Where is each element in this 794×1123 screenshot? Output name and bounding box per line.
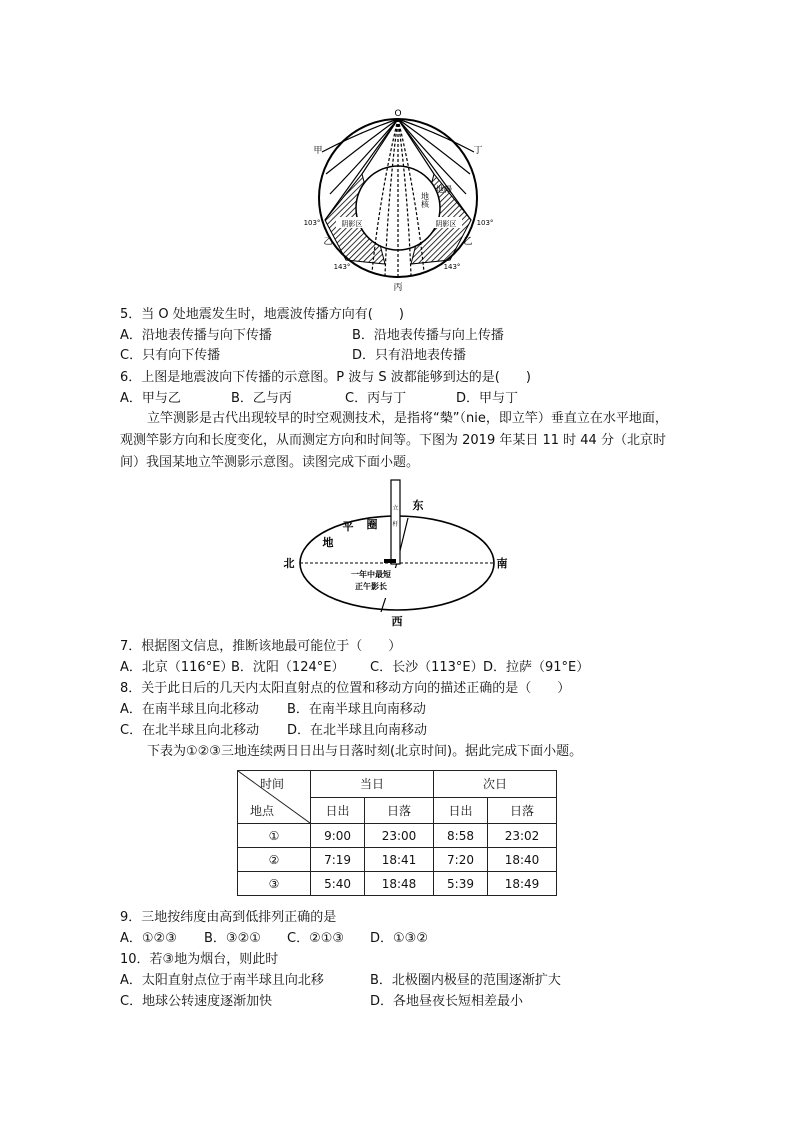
point-o-label: O (394, 109, 402, 119)
pole-label-top: 立 (392, 505, 399, 512)
q5-option-d[interactable]: D．只有沿地表传播 (352, 348, 467, 363)
q8-option-d[interactable]: D．在北半球且向南移动 (287, 723, 428, 738)
shortest-shadow-label-2: 正午影长 (355, 582, 387, 591)
table-row (238, 872, 557, 896)
header-sunrise-2: 日出 (433, 797, 487, 824)
q10-option-a[interactable]: A．太阳直射点位于南半球且向北移 (120, 973, 324, 988)
header-sunset-2: 日落 (488, 797, 557, 824)
row-place: ③ (238, 872, 311, 896)
q6-stem: 6．上图是地震波向下传播的示意图。P 波与 S 波都能够到达的是( ) (120, 370, 531, 385)
sunrise-table-intro: 下表为①②③三地连续两日日出与日落时刻(北京时间)。据此完成下面小题。 (147, 744, 583, 759)
header-sunset-1: 日落 (365, 797, 434, 824)
shadow-zone-left-label: 阴影区 (341, 220, 363, 228)
q9-option-b[interactable]: B．③②① (204, 931, 261, 946)
header-day2: 次日 (433, 771, 556, 798)
deg-143-right: 143° (443, 263, 461, 271)
q8-option-c[interactable]: C．在北半球且向北移动 (120, 723, 260, 738)
row-sunrise-day1: 7:19 (311, 848, 365, 872)
table-corner-header (238, 771, 311, 824)
q7-stem: 7．根据图文信息，推断该地最可能位于（ ） (120, 639, 402, 654)
point-bing-label: 丙 (393, 283, 403, 293)
plane-label-quan: 圈 (366, 518, 378, 531)
q8-option-b[interactable]: B．在南半球且向南移动 (287, 702, 426, 717)
mantle-label: 地幔 (436, 185, 452, 194)
core-label: 地核 (420, 192, 430, 208)
header-day1: 当日 (311, 771, 434, 798)
table-row (238, 824, 557, 848)
q9-option-d[interactable]: D．①③② (370, 931, 428, 946)
pole-shadow-diagram (280, 476, 516, 628)
deg-103-left: 103° (303, 219, 321, 227)
pole-label-bottom: 杆 (392, 521, 399, 528)
row-sunset-day1: 18:48 (365, 872, 434, 896)
q5-option-c[interactable]: C．只有向下传播 (120, 348, 221, 363)
header-place: 地点 (250, 804, 275, 818)
direction-south: 南 (496, 557, 508, 570)
q6-option-d[interactable]: D．甲与丁 (456, 391, 519, 406)
q10-option-c[interactable]: C．地球公转速度逐渐加快 (120, 994, 273, 1009)
direction-north: 北 (283, 557, 295, 570)
q9-stem: 9．三地按纬度由高到低排列正确的是 (120, 910, 337, 925)
shortest-shadow-label-1: 一年中最短 (351, 570, 391, 579)
row-sunset-day2: 18:49 (488, 872, 557, 896)
point-jia-label: 甲 (313, 146, 323, 156)
q6-option-b[interactable]: B．乙与丙 (231, 391, 292, 406)
shadow-zone-right-label: 阴影区 (435, 220, 457, 228)
plane-label-ping: 平 (342, 520, 354, 533)
q7-option-a[interactable]: A．北京（116°E） (120, 660, 234, 675)
row-sunrise-day2: 5:39 (433, 872, 487, 896)
plane-label-di: 地 (322, 536, 334, 549)
q5-stem: 5．当 O 处地震发生时，地震波传播方向有( ) (120, 307, 404, 322)
seismic-wave-diagram (300, 104, 500, 296)
row-sunset-day2: 18:40 (488, 848, 557, 872)
row-sunset-day1: 18:41 (365, 848, 434, 872)
q5-option-b[interactable]: B．沿地表传播与向上传播 (352, 328, 504, 343)
row-sunrise-day2: 7:20 (433, 848, 487, 872)
q5-option-a[interactable]: A．沿地表传播与向下传播 (120, 328, 272, 343)
q6-option-a[interactable]: A．甲与乙 (120, 391, 181, 406)
table-row (238, 848, 557, 872)
row-place: ② (238, 848, 311, 872)
q7-option-b[interactable]: B．沈阳（124°E） (231, 660, 345, 675)
q9-option-a[interactable]: A．①②③ (120, 931, 177, 946)
q7-option-c[interactable]: C．长沙（113°E） (370, 660, 484, 675)
point-yi-right-label: 乙 (463, 237, 473, 247)
deg-143-left: 143° (333, 263, 351, 271)
q8-stem: 8．关于此日后的几天内太阳直射点的位置和移动方向的描述正确的是（ ） (120, 681, 571, 696)
header-time: 时间 (259, 777, 284, 791)
row-sunrise-day1: 5:40 (311, 872, 365, 896)
q9-option-c[interactable]: C．②①③ (287, 931, 345, 946)
point-ding-label: 丁 (473, 146, 483, 156)
row-sunset-day1: 23:00 (365, 824, 434, 848)
row-sunrise-day2: 8:58 (433, 824, 487, 848)
sunrise-sunset-table (237, 770, 557, 896)
q7-option-d[interactable]: D．拉萨（91°E） (483, 660, 590, 675)
deg-103-right: 103° (476, 219, 494, 227)
header-sunrise-1: 日出 (311, 797, 365, 824)
q6-option-c[interactable]: C．丙与丁 (345, 391, 407, 406)
direction-east: 东 (412, 499, 424, 512)
row-sunset-day2: 23:02 (488, 824, 557, 848)
row-place: ① (238, 824, 311, 848)
q10-stem: 10．若③地为烟台，则此时 (120, 952, 279, 967)
q10-option-b[interactable]: B．北极圈内极昼的范围逐渐扩大 (370, 973, 561, 988)
q10-option-d[interactable]: D．各地昼夜长短相差最小 (370, 994, 524, 1009)
row-sunrise-day1: 9:00 (311, 824, 365, 848)
shadow-measure-intro: 立竿测影是古代出现较早的时空观测技术，是指将“槷”（nie，即立竿）垂直立在水平地面，观测竿影方向和长度变化，从而测定方向和时间等。下图为 2019 年某日 11 时 44 分（北京时间）我国某地立竿测影示意图。读图完成下面小题。 (120, 411, 668, 470)
q8-option-a[interactable]: A．在南半球且向北移动 (120, 702, 259, 717)
point-yi-left-label: 乙 (323, 237, 333, 247)
direction-west: 西 (391, 615, 403, 628)
